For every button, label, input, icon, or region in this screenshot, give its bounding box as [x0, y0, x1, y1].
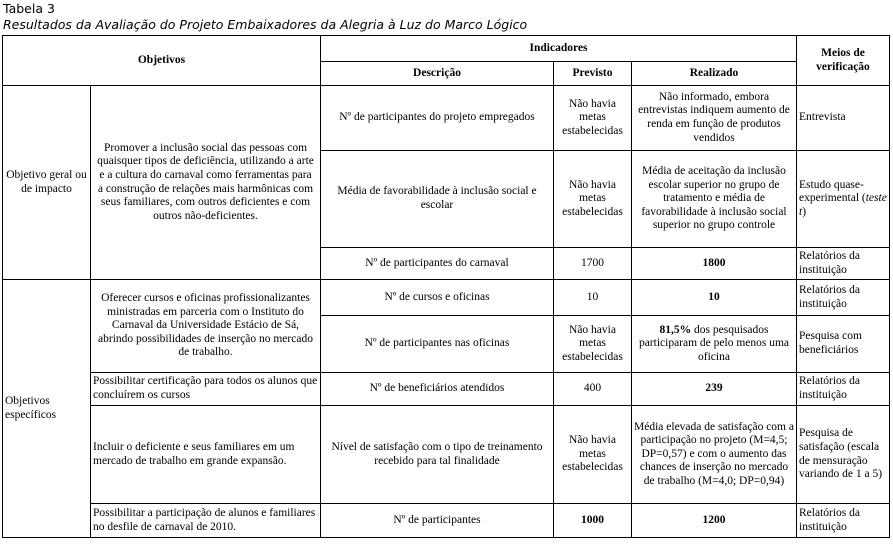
meios-cell: Entrevista: [797, 86, 890, 151]
descricao-cell: Nível de satisfação com o tipo de treinamento recebido para tal finalidade: [321, 406, 554, 504]
descricao-cell: Nº de beneficiários atendidos: [321, 373, 554, 406]
realizado-cell: Não informado, embora entrevistas indiquem aumento de renda em função de produtos vendidos: [632, 86, 797, 151]
table-label: Tabela 3: [3, 1, 55, 16]
table-row: [3, 406, 890, 504]
descricao-cell: Nº de cursos e oficinas: [321, 280, 554, 316]
realizado-cell: Média elevada de satisfação com a participação no projeto (M=4,5; DP=0,57) e com o aumento das chances de inserção no mercado de trabalho (M=4,0; DP=0,94): [632, 406, 797, 504]
table-row: [3, 504, 890, 538]
realizado-cell: 1800: [632, 248, 797, 280]
header-previsto: Previsto: [554, 62, 632, 86]
meios-cell: Estudo quase-experimental (teste t): [797, 151, 890, 248]
realizado-cell: 81,5% dos pesquisados participaram de pelo menos uma oficina: [632, 316, 797, 373]
table-row: [3, 280, 890, 316]
realizado-cell: Média de aceitação da inclusão escolar superior no grupo de tratamento e média de favorabilidade à inclusão social superior no grupo controle: [632, 151, 797, 248]
previsto-cell: 1700: [554, 248, 632, 280]
previsto-cell: Não havia metas estabelecidas: [554, 151, 632, 248]
meios-cell: Pesquisa de satisfação (escala de mensuração variando de 1 a 5): [797, 406, 890, 504]
meios-cell: Relatórios da instituição: [797, 504, 890, 538]
group-label: Objetivos específicos: [3, 280, 91, 538]
realizado-cell: 10: [632, 280, 797, 316]
previsto-cell: Não havia metas estabelecidas: [554, 86, 632, 151]
header-realizado: Realizado: [632, 62, 797, 86]
descricao-cell: Nº de participantes do projeto empregados: [321, 86, 554, 151]
meios-cell: Pesquisa com beneficiários: [797, 316, 890, 373]
table-caption: [3, 1, 527, 33]
descricao-cell: Nº de participantes: [321, 504, 554, 538]
meios-italic: teste t: [799, 192, 887, 218]
header-objetivos: Objetivos: [3, 36, 321, 86]
meios-cell: Relatórios da instituição: [797, 248, 890, 280]
meios-cell: Relatórios da instituição: [797, 373, 890, 406]
objective-cell: Incluir o deficiente e seus familiares em um mercado de trabalho em grande expansão.: [91, 406, 321, 504]
header-descricao: Descrição: [321, 62, 554, 86]
realizado-cell: 239: [632, 373, 797, 406]
header-indicadores: Indicadores: [321, 36, 797, 62]
previsto-cell: Não havia metas estabelecidas: [554, 406, 632, 504]
objective-cell: Possibilitar certificação para todos os alunos que concluírem os cursos: [91, 373, 321, 406]
previsto-cell: 1000: [554, 504, 632, 538]
objective-cell: Oferecer cursos e oficinas profissionalizantes ministradas em parceria com o Instituto do Carnaval da Universidade Estácio de Sá, abrindo possibilidades de inserção no mercado de trabalho.: [91, 280, 321, 373]
previsto-cell: 400: [554, 373, 632, 406]
table-row: [3, 86, 890, 151]
realizado-bold: 81,5%: [659, 323, 692, 336]
descricao-cell: Nº de participantes nas oficinas: [321, 316, 554, 373]
descricao-cell: Nº de participantes do carnaval: [321, 248, 554, 280]
table-row: [3, 373, 890, 406]
previsto-cell: Não havia metas estabelecidas: [554, 316, 632, 373]
previsto-cell: 10: [554, 280, 632, 316]
meios-cell: Relatórios da instituição: [797, 280, 890, 316]
table-title: Resultados da Avaliação do Projeto Embaixadores da Alegria à Luz do Marco Lógico: [3, 17, 528, 32]
descricao-cell: Média de favorabilidade à inclusão social e escolar: [321, 151, 554, 248]
realizado-cell: 1200: [632, 504, 797, 538]
objective-cell: Possibilitar a participação de alunos e familiares no desfile de carnaval de 2010.: [91, 504, 321, 538]
logical-framework-table: [2, 35, 890, 538]
group-label: Objetivo geral ou de impacto: [3, 86, 91, 280]
objective-cell: Promover a inclusão social das pessoas com quaisquer tipos de deficiência, utilizando a arte e a cultura do carnaval como ferramentas para a construção de relações mais harmônicas com seus familiares, com outros deficientes e com outros não-deficientes.: [91, 86, 321, 280]
header-meios: Meios de verificação: [797, 36, 890, 86]
